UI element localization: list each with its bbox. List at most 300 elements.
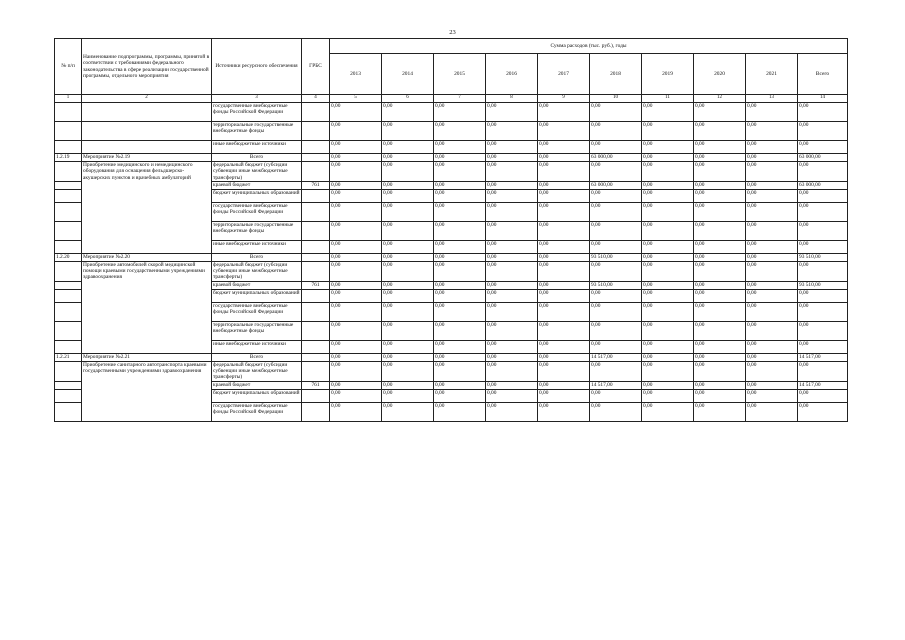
- amount-cell: 0,00: [486, 321, 538, 340]
- amount-cell: 0,00: [382, 289, 434, 302]
- amount-cell: 0,00: [746, 154, 798, 162]
- amount-cell: 0,00: [798, 340, 848, 353]
- amount-cell: 63 000,00: [590, 181, 642, 189]
- amount-cell: 0,00: [798, 162, 848, 182]
- funding-source: федеральный бюджет (субсидии субвенции иные межбюджетные трансферты): [212, 261, 302, 281]
- amount-cell: 0,00: [434, 289, 486, 302]
- amount-cell: 0,00: [642, 154, 694, 162]
- amount-cell: 93 510,00: [590, 281, 642, 289]
- amount-cell: 0,00: [486, 340, 538, 353]
- table-row: [55, 261, 848, 281]
- amount-cell: 0,00: [694, 141, 746, 154]
- amount-cell: 0,00: [330, 321, 382, 340]
- amount-cell: 0,00: [694, 402, 746, 421]
- funding-source: иные внебюджетные источники: [212, 240, 302, 253]
- amount-cell: 0,00: [798, 189, 848, 202]
- amount-cell: 0,00: [642, 240, 694, 253]
- amount-cell: 0,00: [330, 240, 382, 253]
- measure-name: Приобретение медицинского и немедицинского оборудования для оснащения фельдшерско-акушерских пунктов и врачебных амбулаторий: [82, 162, 212, 254]
- measure-name: Приобретение санитарного автотранспорта краевыми государственными учреждениями здравоохранения: [82, 361, 212, 421]
- amount-cell: 0,00: [642, 340, 694, 353]
- table-row: [55, 162, 848, 182]
- measure-name: [82, 122, 212, 141]
- amount-cell: 0,00: [642, 389, 694, 402]
- amount-cell: 0,00: [642, 221, 694, 240]
- amount-cell: 0,00: [434, 340, 486, 353]
- amount-cell: 0,00: [642, 162, 694, 182]
- funding-source: территориальные государственные внебюджетные фонды: [212, 321, 302, 340]
- row-number: [55, 189, 82, 202]
- amount-cell: 0,00: [382, 162, 434, 182]
- amount-cell: 0,00: [590, 240, 642, 253]
- column-number: 4: [302, 95, 330, 103]
- amount-cell: 14 517,00: [798, 381, 848, 389]
- row-number: 1.2.21: [55, 353, 82, 361]
- amount-cell: 0,00: [642, 253, 694, 261]
- measure-name: Мероприятие №2.20: [82, 253, 212, 261]
- row-number: [55, 103, 82, 122]
- amount-cell: 0,00: [590, 141, 642, 154]
- amount-cell: 0,00: [642, 381, 694, 389]
- amount-cell: 0,00: [486, 361, 538, 381]
- row-number: [55, 281, 82, 289]
- amount-cell: 0,00: [746, 253, 798, 261]
- header-year: 2014: [382, 54, 434, 95]
- amount-cell: 0,00: [746, 240, 798, 253]
- row-number: [55, 302, 82, 321]
- amount-cell: 0,00: [538, 189, 590, 202]
- row-number: [55, 202, 82, 221]
- row-number: [55, 389, 82, 402]
- row-number: [55, 181, 82, 189]
- amount-cell: 0,00: [486, 162, 538, 182]
- amount-cell: 0,00: [434, 221, 486, 240]
- amount-cell: 0,00: [798, 361, 848, 381]
- grbs-code: [302, 361, 330, 381]
- amount-cell: 0,00: [590, 340, 642, 353]
- header-sum: Сумма расходов (тыс. руб.), годы: [330, 39, 848, 54]
- header-name: Наименование подпрограммы, программы, принятой в соответствии с требованиями федерального законодательства в сфере реализации государственной программы, отдельного мероприятия: [82, 39, 212, 95]
- measure-name: Мероприятие №2.21: [82, 353, 212, 361]
- grbs-code: [302, 221, 330, 240]
- amount-cell: 0,00: [538, 141, 590, 154]
- amount-cell: 0,00: [694, 389, 746, 402]
- header-year: Всего: [798, 54, 848, 95]
- header-year: 2021: [746, 54, 798, 95]
- table-row: [55, 154, 848, 162]
- row-number: [55, 122, 82, 141]
- amount-cell: 0,00: [746, 122, 798, 141]
- grbs-code: 761: [302, 181, 330, 189]
- amount-cell: 0,00: [330, 361, 382, 381]
- amount-cell: 0,00: [642, 202, 694, 221]
- amount-cell: 93 510,00: [798, 253, 848, 261]
- amount-cell: 0,00: [694, 240, 746, 253]
- header-num: № п/п: [55, 39, 82, 95]
- amount-cell: 0,00: [590, 289, 642, 302]
- amount-cell: 93 510,00: [798, 281, 848, 289]
- table-row: [55, 361, 848, 381]
- amount-cell: 0,00: [486, 302, 538, 321]
- amount-cell: 0,00: [746, 321, 798, 340]
- funding-source: Всего: [212, 253, 302, 261]
- grbs-code: [302, 154, 330, 162]
- amount-cell: 0,00: [434, 402, 486, 421]
- amount-cell: 0,00: [538, 122, 590, 141]
- amount-cell: 0,00: [538, 181, 590, 189]
- amount-cell: 0,00: [538, 253, 590, 261]
- header-grbs: ГРБС: [302, 39, 330, 95]
- amount-cell: 0,00: [694, 154, 746, 162]
- grbs-code: [302, 302, 330, 321]
- amount-cell: 0,00: [642, 321, 694, 340]
- amount-cell: 14 517,00: [798, 353, 848, 361]
- amount-cell: 0,00: [434, 361, 486, 381]
- amount-cell: 0,00: [382, 240, 434, 253]
- amount-cell: 0,00: [694, 353, 746, 361]
- amount-cell: 0,00: [746, 340, 798, 353]
- amount-cell: 0,00: [590, 103, 642, 122]
- page-number: 23: [449, 29, 456, 36]
- row-number: [55, 402, 82, 421]
- column-number: 1: [55, 95, 82, 103]
- amount-cell: 0,00: [538, 361, 590, 381]
- amount-cell: 0,00: [642, 353, 694, 361]
- grbs-code: [302, 189, 330, 202]
- amount-cell: 0,00: [694, 122, 746, 141]
- measure-name: [82, 103, 212, 122]
- amount-cell: 0,00: [382, 181, 434, 189]
- amount-cell: 0,00: [434, 181, 486, 189]
- row-number: 1.2.20: [55, 253, 82, 261]
- amount-cell: 0,00: [382, 389, 434, 402]
- amount-cell: 0,00: [746, 281, 798, 289]
- amount-cell: 0,00: [486, 103, 538, 122]
- grbs-code: 761: [302, 281, 330, 289]
- amount-cell: 0,00: [434, 103, 486, 122]
- amount-cell: 0,00: [798, 261, 848, 281]
- grbs-code: [302, 240, 330, 253]
- amount-cell: 0,00: [486, 122, 538, 141]
- row-number: [55, 289, 82, 302]
- amount-cell: 0,00: [590, 402, 642, 421]
- amount-cell: 0,00: [382, 122, 434, 141]
- row-number: [55, 240, 82, 253]
- amount-cell: 0,00: [538, 162, 590, 182]
- amount-cell: 0,00: [434, 253, 486, 261]
- row-number: [55, 141, 82, 154]
- measure-name: Приобретение автомобилей скорой медицинской помощи краевыми государственными учреждениями здравоохранения: [82, 261, 212, 353]
- amount-cell: 0,00: [486, 289, 538, 302]
- table-row: [55, 353, 848, 361]
- amount-cell: 0,00: [434, 321, 486, 340]
- funding-source: краевой бюджет: [212, 181, 302, 189]
- amount-cell: 0,00: [382, 402, 434, 421]
- table-row: [55, 122, 848, 141]
- amount-cell: 0,00: [330, 261, 382, 281]
- amount-cell: 0,00: [746, 353, 798, 361]
- column-number: 10: [590, 95, 642, 103]
- funding-source: территориальные государственные внебюджетные фонды: [212, 221, 302, 240]
- amount-cell: 0,00: [538, 381, 590, 389]
- grbs-code: [302, 122, 330, 141]
- amount-cell: 0,00: [434, 261, 486, 281]
- column-number: 2: [82, 95, 212, 103]
- grbs-code: [302, 289, 330, 302]
- amount-cell: 0,00: [486, 202, 538, 221]
- amount-cell: 0,00: [538, 261, 590, 281]
- header-year: 2013: [330, 54, 382, 95]
- amount-cell: 0,00: [538, 289, 590, 302]
- amount-cell: 0,00: [746, 103, 798, 122]
- funding-source: иные внебюджетные источники: [212, 340, 302, 353]
- amount-cell: 0,00: [642, 141, 694, 154]
- amount-cell: 0,00: [694, 289, 746, 302]
- amount-cell: 0,00: [330, 202, 382, 221]
- amount-cell: 63 000,00: [590, 154, 642, 162]
- table-row: [55, 103, 848, 122]
- amount-cell: 0,00: [590, 122, 642, 141]
- funding-source: государственные внебюджетные фонды Российской Федерации: [212, 103, 302, 122]
- amount-cell: 0,00: [694, 189, 746, 202]
- amount-cell: 0,00: [486, 141, 538, 154]
- row-number: [55, 340, 82, 353]
- row-number: [55, 221, 82, 240]
- amount-cell: 0,00: [798, 103, 848, 122]
- column-number: 7: [434, 95, 486, 103]
- amount-cell: 14 517,00: [590, 353, 642, 361]
- grbs-code: [302, 202, 330, 221]
- amount-cell: 0,00: [330, 181, 382, 189]
- amount-cell: 0,00: [486, 353, 538, 361]
- funding-source: Всего: [212, 154, 302, 162]
- amount-cell: 0,00: [642, 103, 694, 122]
- funding-source: федеральный бюджет (субсидии субвенции иные межбюджетные трансферты): [212, 162, 302, 182]
- row-number: [55, 162, 82, 182]
- amount-cell: 0,00: [382, 281, 434, 289]
- amount-cell: 0,00: [382, 141, 434, 154]
- amount-cell: 63 000,00: [798, 154, 848, 162]
- amount-cell: 0,00: [382, 321, 434, 340]
- amount-cell: 0,00: [538, 240, 590, 253]
- amount-cell: 0,00: [434, 281, 486, 289]
- amount-cell: 0,00: [486, 221, 538, 240]
- amount-cell: 0,00: [382, 261, 434, 281]
- amount-cell: 0,00: [382, 353, 434, 361]
- header-source: Источники ресурсного обеспечения: [212, 39, 302, 95]
- amount-cell: 0,00: [642, 361, 694, 381]
- amount-cell: 0,00: [486, 154, 538, 162]
- amount-cell: 0,00: [642, 289, 694, 302]
- grbs-code: [302, 162, 330, 182]
- amount-cell: 0,00: [694, 181, 746, 189]
- amount-cell: 0,00: [434, 162, 486, 182]
- amount-cell: 0,00: [538, 321, 590, 340]
- amount-cell: 0,00: [694, 321, 746, 340]
- amount-cell: 0,00: [798, 202, 848, 221]
- amount-cell: 0,00: [642, 122, 694, 141]
- amount-cell: 0,00: [694, 261, 746, 281]
- funding-source: краевой бюджет: [212, 281, 302, 289]
- funding-source: иные внебюджетные источники: [212, 141, 302, 154]
- amount-cell: 0,00: [538, 389, 590, 402]
- amount-cell: 0,00: [330, 302, 382, 321]
- amount-cell: 0,00: [798, 389, 848, 402]
- amount-cell: 0,00: [382, 189, 434, 202]
- amount-cell: 0,00: [798, 302, 848, 321]
- column-number: 8: [486, 95, 538, 103]
- funding-source: территориальные государственные внебюджетные фонды: [212, 122, 302, 141]
- amount-cell: 0,00: [694, 281, 746, 289]
- amount-cell: 0,00: [694, 103, 746, 122]
- amount-cell: 0,00: [642, 281, 694, 289]
- amount-cell: 0,00: [798, 321, 848, 340]
- amount-cell: 0,00: [434, 154, 486, 162]
- grbs-code: [302, 141, 330, 154]
- funding-source: государственные внебюджетные фонды Российской Федерации: [212, 202, 302, 221]
- amount-cell: 0,00: [694, 381, 746, 389]
- amount-cell: 63 000,00: [798, 181, 848, 189]
- column-number: 11: [642, 95, 694, 103]
- amount-cell: 0,00: [746, 402, 798, 421]
- column-number: 3: [212, 95, 302, 103]
- column-number: 14: [798, 95, 848, 103]
- amount-cell: 0,00: [382, 221, 434, 240]
- amount-cell: 0,00: [330, 389, 382, 402]
- amount-cell: 0,00: [486, 181, 538, 189]
- amount-cell: 0,00: [538, 402, 590, 421]
- column-number: 13: [746, 95, 798, 103]
- amount-cell: 0,00: [590, 261, 642, 281]
- amount-cell: 0,00: [694, 202, 746, 221]
- amount-cell: 0,00: [434, 240, 486, 253]
- amount-cell: 0,00: [590, 361, 642, 381]
- grbs-code: [302, 389, 330, 402]
- amount-cell: 0,00: [486, 381, 538, 389]
- header-year: 2015: [434, 54, 486, 95]
- amount-cell: 0,00: [746, 221, 798, 240]
- amount-cell: 0,00: [382, 154, 434, 162]
- amount-cell: 0,00: [330, 189, 382, 202]
- amount-cell: 0,00: [746, 302, 798, 321]
- amount-cell: 0,00: [798, 289, 848, 302]
- row-number: [55, 381, 82, 389]
- amount-cell: 0,00: [330, 253, 382, 261]
- funding-source: краевой бюджет: [212, 381, 302, 389]
- amount-cell: 0,00: [642, 181, 694, 189]
- amount-cell: 0,00: [538, 281, 590, 289]
- grbs-code: [302, 340, 330, 353]
- amount-cell: 0,00: [746, 361, 798, 381]
- amount-cell: 0,00: [798, 141, 848, 154]
- column-number: 9: [538, 95, 590, 103]
- amount-cell: 0,00: [590, 189, 642, 202]
- amount-cell: 0,00: [746, 189, 798, 202]
- grbs-code: [302, 103, 330, 122]
- header-year: 2020: [694, 54, 746, 95]
- header-year: 2017: [538, 54, 590, 95]
- measure-name: Мероприятие №2.19: [82, 154, 212, 162]
- amount-cell: 0,00: [746, 381, 798, 389]
- amount-cell: 0,00: [746, 261, 798, 281]
- grbs-code: [302, 253, 330, 261]
- amount-cell: 0,00: [486, 281, 538, 289]
- amount-cell: 0,00: [382, 381, 434, 389]
- amount-cell: 0,00: [330, 381, 382, 389]
- amount-cell: 0,00: [642, 261, 694, 281]
- amount-cell: 0,00: [330, 402, 382, 421]
- funding-source: бюджет муниципальных образований: [212, 289, 302, 302]
- amount-cell: 0,00: [798, 221, 848, 240]
- table-row: [55, 141, 848, 154]
- funding-source: государственные внебюджетные фонды Российской Федерации: [212, 402, 302, 421]
- amount-cell: 0,00: [798, 122, 848, 141]
- amount-cell: 0,00: [746, 141, 798, 154]
- amount-cell: 0,00: [434, 202, 486, 221]
- amount-cell: 0,00: [382, 302, 434, 321]
- funding-source: федеральный бюджет (субсидии субвенции иные межбюджетные трансферты): [212, 361, 302, 381]
- grbs-code: [302, 321, 330, 340]
- amount-cell: 0,00: [798, 240, 848, 253]
- amount-cell: 0,00: [486, 240, 538, 253]
- amount-cell: 0,00: [486, 253, 538, 261]
- amount-cell: 0,00: [330, 353, 382, 361]
- amount-cell: 0,00: [434, 302, 486, 321]
- amount-cell: 0,00: [330, 289, 382, 302]
- amount-cell: 0,00: [486, 389, 538, 402]
- amount-cell: 0,00: [642, 402, 694, 421]
- amount-cell: 0,00: [434, 122, 486, 141]
- amount-cell: 0,00: [590, 221, 642, 240]
- amount-cell: 0,00: [590, 302, 642, 321]
- column-number: 12: [694, 95, 746, 103]
- amount-cell: 0,00: [538, 340, 590, 353]
- header-year: 2016: [486, 54, 538, 95]
- amount-cell: 0,00: [694, 302, 746, 321]
- amount-cell: 0,00: [746, 389, 798, 402]
- amount-cell: 0,00: [382, 103, 434, 122]
- amount-cell: 14 517,00: [590, 381, 642, 389]
- amount-cell: 0,00: [590, 202, 642, 221]
- amount-cell: 0,00: [434, 353, 486, 361]
- amount-cell: 0,00: [590, 389, 642, 402]
- header-year: 2019: [642, 54, 694, 95]
- amount-cell: 0,00: [382, 361, 434, 381]
- amount-cell: 0,00: [330, 103, 382, 122]
- table-row: [55, 253, 848, 261]
- header-year: 2018: [590, 54, 642, 95]
- row-number: [55, 261, 82, 281]
- amount-cell: 0,00: [486, 402, 538, 421]
- amount-cell: 0,00: [330, 162, 382, 182]
- amount-cell: 0,00: [538, 202, 590, 221]
- amount-cell: 0,00: [434, 389, 486, 402]
- grbs-code: [302, 402, 330, 421]
- row-number: [55, 321, 82, 340]
- amount-cell: 0,00: [382, 202, 434, 221]
- funding-source: бюджет муниципальных образований: [212, 389, 302, 402]
- amount-cell: 0,00: [642, 302, 694, 321]
- amount-cell: 0,00: [694, 162, 746, 182]
- grbs-code: [302, 261, 330, 281]
- amount-cell: 0,00: [746, 181, 798, 189]
- amount-cell: 0,00: [330, 221, 382, 240]
- amount-cell: 0,00: [694, 221, 746, 240]
- amount-cell: 0,00: [538, 302, 590, 321]
- amount-cell: 0,00: [538, 353, 590, 361]
- measure-name: [82, 141, 212, 154]
- amount-cell: 0,00: [694, 361, 746, 381]
